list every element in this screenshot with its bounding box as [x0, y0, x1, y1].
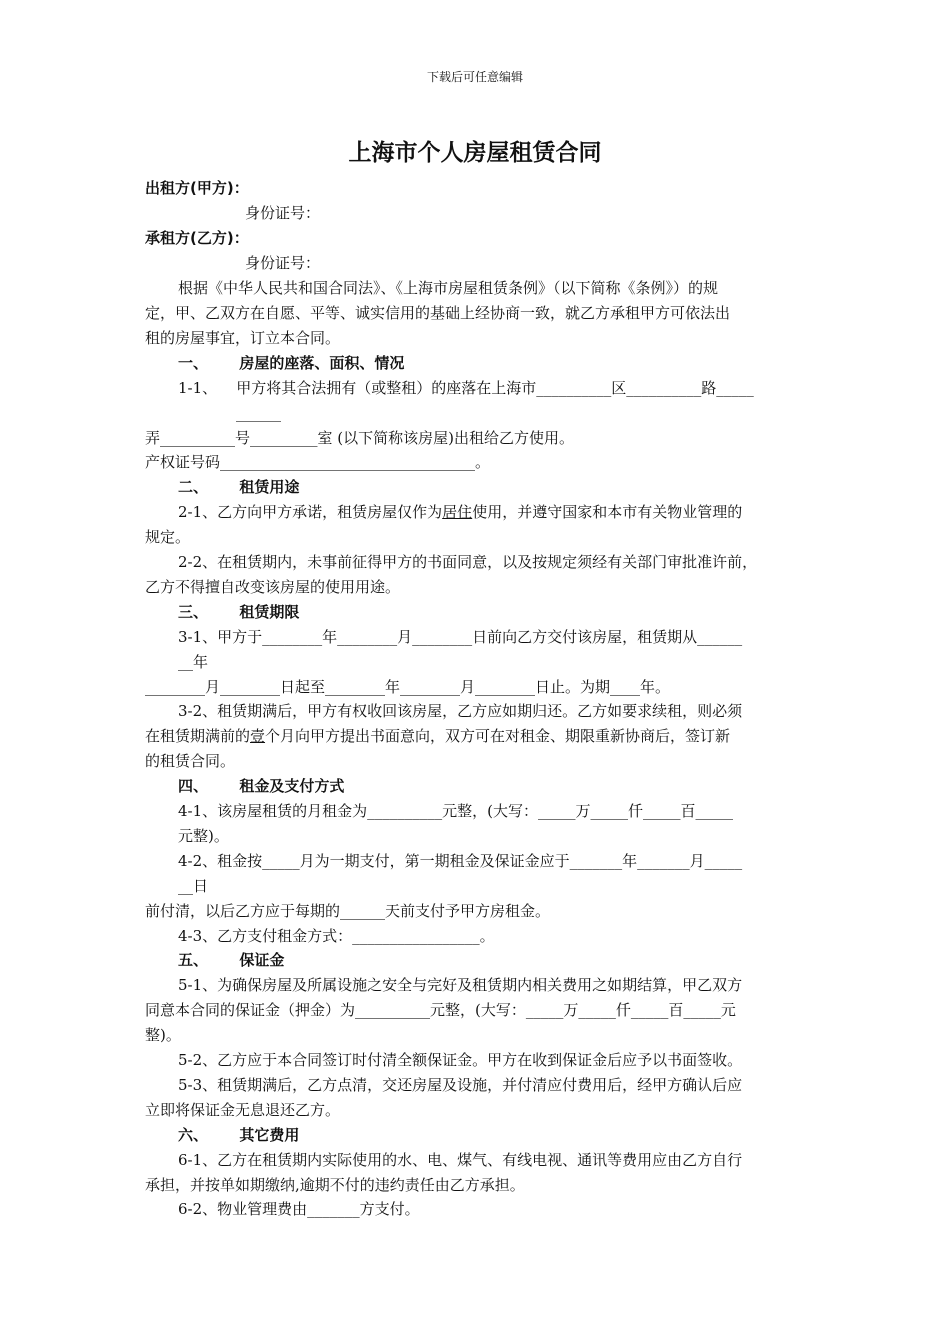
- clause-2-1-text-c: 使用，并遵守国家和本市有关物业管理的: [472, 503, 743, 521]
- clause-1-1-line-1: 1-1、 甲方将其合法拥有（或整租）的座落在上海市__________区__________路_____: [178, 379, 754, 397]
- lessor-id-label: 身份证号：: [245, 204, 321, 222]
- clause-4-3-line: 4-3、乙方支付租金方式：_________________。: [178, 927, 495, 945]
- lessee-id-label: 身份证号：: [245, 254, 321, 272]
- clause-5-3-line-1: 5-3、租赁期满后，乙方点清，交还房屋及设施，并付清应付费用后，经甲方确认后应: [178, 1076, 743, 1094]
- clause-2-2-line-1: 2-2、在租赁期内，未事前征得甲方的书面同意，以及按规定须经有关部门审批准许前，: [178, 553, 758, 571]
- lessor-label: 出租方(甲方)：: [145, 179, 249, 197]
- clause-2-1-text-a: 2-1、乙方向甲方承诺，租赁房屋仅作为: [178, 503, 443, 521]
- section-heading-5: 五、 保证金: [178, 951, 285, 969]
- clause-3-1-line-2: __年: [178, 653, 209, 671]
- lessee-label: 承租方(乙方)：: [145, 229, 249, 247]
- clause-6-1-line-1: 6-1、乙方在租赁期内实际使用的水、电、煤气、有线电视、通讯等费用应由乙方自行: [178, 1151, 743, 1169]
- title-deed-line: 产权证号码__________________________________。: [145, 453, 491, 471]
- clause-3-2-text-a: 在租赁期满前的: [145, 727, 251, 745]
- clause-3-2-text-c: 个月向甲方提出书面意向，双方可在对租金、期限重新协商后，签订新: [265, 727, 731, 745]
- clause-3-1-line-3: ________月________日起至________年________月________日止。为期____年。: [145, 678, 671, 696]
- clause-4-2-line-2: __日: [178, 877, 209, 895]
- clause-2-1-line-1: [178, 502, 742, 522]
- clause-2-1-line-2: 规定。: [145, 528, 191, 546]
- preamble-line-3: 租的房屋事宜，订立本合同。: [145, 329, 341, 347]
- clause-5-1-line-3: 整)。: [145, 1026, 181, 1044]
- section-heading-1: 一、 房屋的座落、面积、情况: [178, 354, 405, 372]
- clause-5-1-line-1: 5-1、为确保房屋及所属设施之安全与完好及租赁期内相关费用之如期结算，甲乙双方: [178, 976, 743, 994]
- preamble-line-2: 定，甲、乙双方在自愿、平等、诚实信用的基础上经协商一致，就乙方承租甲方可依法出: [145, 304, 731, 322]
- clause-2-2-line-2: 乙方不得擅自改变该房屋的使用用途。: [145, 578, 401, 596]
- clause-5-2-line: 5-2、乙方应于本合同签订时付清全额保证金。甲方在收到保证金后应予以书面签收。: [178, 1051, 743, 1069]
- clause-1-1-line-3: 弄__________号_________室 (以下简称该房屋)出租给乙方使用。: [145, 429, 574, 447]
- preamble-line-1: 根据《中华人民共和国合同法》、《上海市房屋租赁条例》（以下简称《条例》）的规: [178, 279, 719, 297]
- clause-5-3-line-2: 立即将保证金无息退还乙方。: [145, 1101, 341, 1119]
- clause-4-2-line-3: 前付清，以后乙方应于每期的______天前支付予甲方房租金。: [145, 902, 551, 920]
- section-heading-2: 二、 租赁用途: [178, 478, 300, 496]
- section-heading-4: 四、 租金及支付方式: [178, 777, 345, 795]
- clause-1-1-line-2: ______: [236, 404, 281, 422]
- clause-4-1-line-2: 元整)。: [178, 827, 229, 845]
- clause-4-2-line-1: 4-2、租金按_____月为一期支付，第一期租金及保证金应于_______年_______月_____: [178, 852, 743, 870]
- section-heading-6: 六、 其它费用: [178, 1126, 300, 1144]
- clause-3-2-line-3: 的租赁合同。: [145, 752, 236, 770]
- section-heading-3: 三、 租赁期限: [178, 603, 300, 621]
- clause-6-1-line-2: 承担，并按单如期缴纳,逾期不付的违约责任由乙方承担。: [145, 1176, 525, 1194]
- header-note: 下载后可任意编辑: [426, 70, 523, 84]
- clause-6-2-line: 6-2、物业管理费由_______方支付。: [178, 1200, 420, 1218]
- contract-title: 上海市个人房屋租赁合同: [348, 140, 602, 166]
- clause-3-2-line-1: 3-2、租赁期满后，甲方有权收回该房屋，乙方应如期归还。乙方如要求续租，则必须: [178, 702, 743, 720]
- clause-3-2-line-2: [145, 726, 730, 746]
- clause-4-1-line-1: 4-1、该房屋租赁的月租金为__________元整，(大写：_____万_____仟_____百_____: [178, 802, 734, 820]
- usage-purpose: 居住: [442, 503, 473, 521]
- notice-months: 壹: [250, 727, 266, 745]
- clause-5-1-line-2: 同意本合同的保证金（押金）为__________元整，(大写：_____万_____仟_____百_____元: [145, 1001, 736, 1019]
- clause-3-1-line-1: 3-1、甲方于________年________月________日前向乙方交付该房屋，租赁期从______: [178, 628, 743, 646]
